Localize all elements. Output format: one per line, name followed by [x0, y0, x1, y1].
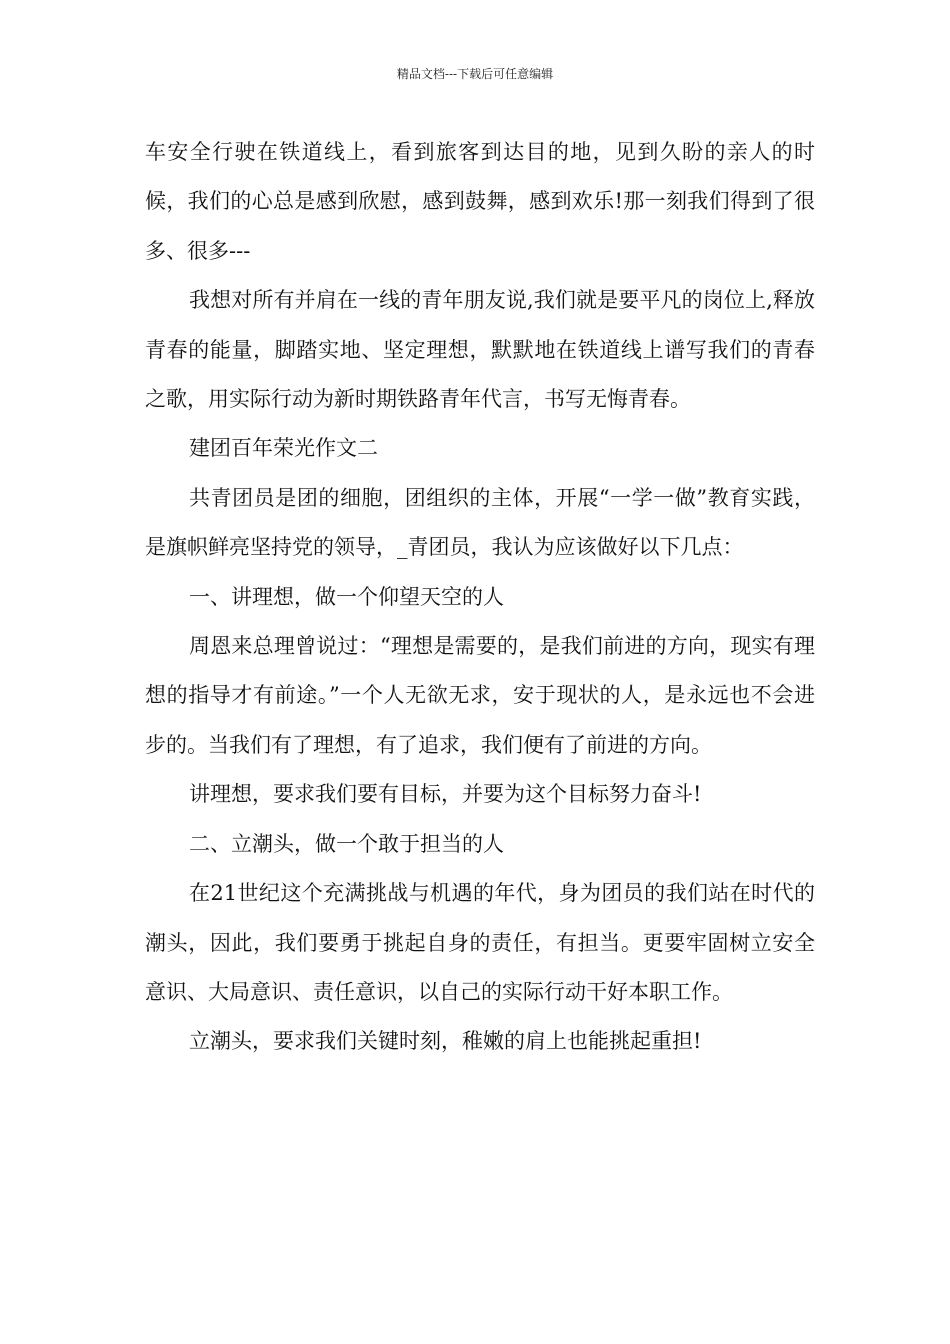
paragraph-continuation: 车安全行驶在铁道线上，看到旅客到达目的地，见到久盼的亲人的时候，我们的心总是感到欣慰，感到鼓舞，感到欢乐!那一刻我们得到了很多、很多--- — [145, 140, 815, 263]
paragraph: 周恩来总理曾说过：“理想是需要的，是我们前进的方向，现实有理想的指导才有前途。”一个人无欲无求，安于现状的人，是永远也不会进步的。当我们有了理想，有了追求，我们便有了前进的方向。 — [145, 634, 815, 757]
page-header: 精品文档---下载后可任意编辑 — [396, 67, 554, 81]
paragraph: 在21世纪这个充满挑战与机遇的年代，身为团员的我们站在时代的潮头，因此，我们要勇于挑起自身的责任，有担当。更要牢固树立安全意识、大局意识、责任意识，以自己的实际行动干好本职工作。 — [145, 881, 815, 1004]
paragraph: 共青团员是团的细胞，团组织的主体，开展“一学一做”教育实践，是旗帜鲜亮坚持党的领导，_青团员，我认为应该做好以下几点： — [145, 485, 815, 560]
subheading: 一、讲理想，做一个仰望天空的人 — [189, 584, 504, 609]
section-title: 建团百年荣光作文二 — [189, 436, 378, 461]
paragraph: 我想对所有并肩在一线的青年朋友说,我们就是要平凡的岗位上,释放青春的能量，脚踏实地、坚定理想，默默地在铁道线上谱写我们的青春之歌，用实际行动为新时期铁路青年代言，书写无悔青春。 — [145, 288, 815, 412]
subheading: 二、立潮头，做一个敢于担当的人 — [189, 831, 504, 856]
document-body — [145, 128, 815, 1067]
paragraph: 立潮头，要求我们关键时刻，稚嫩的肩上也能挑起重担! — [189, 1029, 702, 1054]
paragraph: 讲理想，要求我们要有目标，并要为这个目标努力奋斗! — [189, 782, 702, 807]
